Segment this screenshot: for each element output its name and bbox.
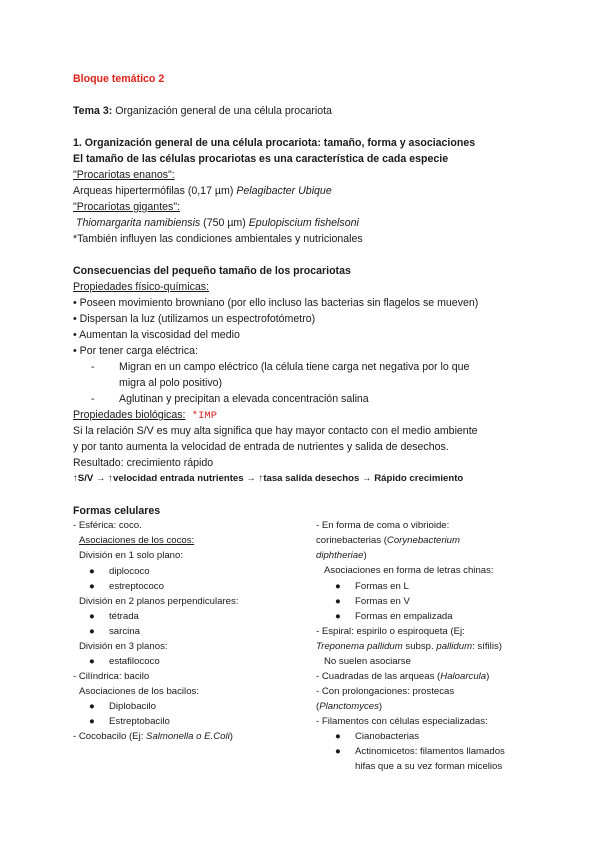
tema-label: Tema 3: [73,105,113,117]
dash2-text: Aglutinan y precipitan a elevada concentración salina [119,393,369,405]
bullet-icon: ● [335,581,341,592]
left-line: - Esférica: coco. [73,520,142,531]
right-line: - Filamentos con células especializadas: [316,716,488,727]
dash-mark: - [91,361,95,373]
bullet-item: • Poseen movimiento browniano (por ello incluso las bacterias sin flagelos se mueven) [73,297,479,309]
bullet-item: • Dispersan la luz (utilizamos un espectrofotómetro) [73,313,316,325]
right-text: ) [363,550,367,561]
right-line [316,641,502,652]
right-line: Asociaciones en forma de letras chinas: [324,565,494,576]
bullet-item: • Aumentan la viscosidad del medio [73,329,240,341]
right-text: : sífilis) [472,641,502,652]
right-line: - En forma de coma o vibrioide: [316,520,450,531]
left-line: División en 2 planos perpendiculares: [79,596,239,607]
left-line: diplococo [109,566,150,577]
right-text: subsp. [402,641,437,652]
left-line: estreptococo [109,581,164,592]
left-line: Asociaciones de los cocos: [79,535,195,546]
left-line: Diplobacilo [109,701,156,712]
right-line [316,535,460,546]
right-line: - Espiral: espirilo o espiroqueta (Ej: [316,626,465,637]
cocobacilo-text: - Cocobacilo (Ej: [73,731,147,742]
right-text: - Cuadradas de las arqueas ( [316,671,441,682]
bullet-icon: ● [89,656,95,667]
summary-line: ↑S/V → ↑velocidad entrada nutrientes → ↑tasa salida desechos → Rápido crecimiento [73,473,464,484]
fisico-label: Propiedades físico-químicas: [73,281,210,293]
right-line [316,550,367,561]
left-line: Estreptobacilo [109,716,170,727]
left-line: tétrada [109,611,139,622]
dash1-line2: migra al polo positivo) [119,377,223,389]
enanos-line [73,185,332,197]
cocobacilo-species: Salmonella o E.Coli [146,731,230,742]
right-text: ) [378,701,383,712]
bio-line [73,409,217,422]
bullet-icon: ● [335,746,341,757]
right-line [316,701,382,712]
gigantes-label: "Procariotas gigantes": [73,201,181,213]
bullet-icon: ● [89,566,95,577]
right-line: Formas en empalizada [355,611,453,622]
enanos-label: "Procariotas enanos": [73,169,175,181]
dash-mark: - [91,393,95,405]
right-species: diphtheriae [316,550,364,561]
right-line: Actinomicetos: filamentos llamados [355,746,505,757]
gigantes-text: (750 µm) [200,217,249,229]
tema-title: Organización general de una célula procariota [115,105,332,117]
bullet-item: • Por tener carga eléctrica: [73,345,199,357]
bullet-icon: ● [89,701,95,712]
bio-line-2: y por tanto aumenta la velocidad de entrada de nutrientes y salida de desechos. [73,441,449,453]
bullet-icon: ● [335,731,341,742]
bullet-icon: ● [89,611,95,622]
right-species: pallidum [436,641,473,652]
right-text: ( [316,701,320,712]
section1-heading: 1. Organización general de una célula procariota: tamaño, forma y asociaciones [73,137,476,149]
right-line: Cianobacterias [355,731,419,742]
right-line: Formas en V [355,596,410,607]
left-line: División en 1 solo plano: [79,550,183,561]
bullet-icon: ● [335,596,341,607]
bullet-icon: ● [335,611,341,622]
tema-line [73,105,332,117]
bullet-icon: ● [89,716,95,727]
bullet-icon: ● [89,626,95,637]
right-species: Treponema pallidum [316,641,403,652]
right-species: Corynebacterium [386,535,460,546]
left-line: - Cilíndrica: bacilo [73,671,150,682]
bio-label: Propiedades biológicas: [73,409,186,421]
left-line: División en 3 planos: [79,641,168,652]
bio-imp: *IMP [185,410,218,422]
enanos-species: Pelagibacter Ubique [236,185,332,197]
section1-subheading: El tamaño de las células procariotas es una característica de cada especie [73,153,449,165]
bullet-icon: ● [89,581,95,592]
right-line: - Con prolongaciones: prostecas [316,686,455,697]
right-text: ) [486,671,490,682]
cocobacilo-close: ) [229,731,233,742]
right-line [316,671,489,682]
enanos-text: Arqueas hipertermófilas (0,17 µm) [73,185,237,197]
right-line: hifas que a su vez forman micelios [355,761,503,772]
left-line [73,731,233,742]
result-line: Resultado: crecimiento rápido [73,457,214,469]
bio-line-1: Si la relación S/V es muy alta significa que hay mayor contacto con el medio ambiente [73,425,478,437]
left-line: estafilococo [109,656,160,667]
right-species: Planctomyces [319,701,379,712]
right-text: corinebacterias ( [316,535,387,546]
gigantes-species-1: Thiomargarita namibiensis [76,217,201,229]
gigantes-species-2: Epulopiscium fishelsoni [248,217,359,229]
section2-heading: Consecuencias del pequeño tamaño de los procariotas [73,265,351,277]
right-species: Haloarcula [440,671,487,682]
right-line: No suelen asociarse [324,656,411,667]
formas-heading: Formas celulares [73,505,161,517]
dash1-line1: Migran en un campo eléctrico (la célula tiene carga net negativa por lo que [119,361,470,373]
left-line: Asociaciones de los bacilos: [79,686,199,697]
gigantes-line [76,217,359,229]
section1-note: *También influyen las condiciones ambientales y nutricionales [73,233,363,245]
block-title: Bloque temático 2 [73,73,165,85]
right-line: Formas en L [355,581,409,592]
left-line: sarcina [109,626,140,637]
